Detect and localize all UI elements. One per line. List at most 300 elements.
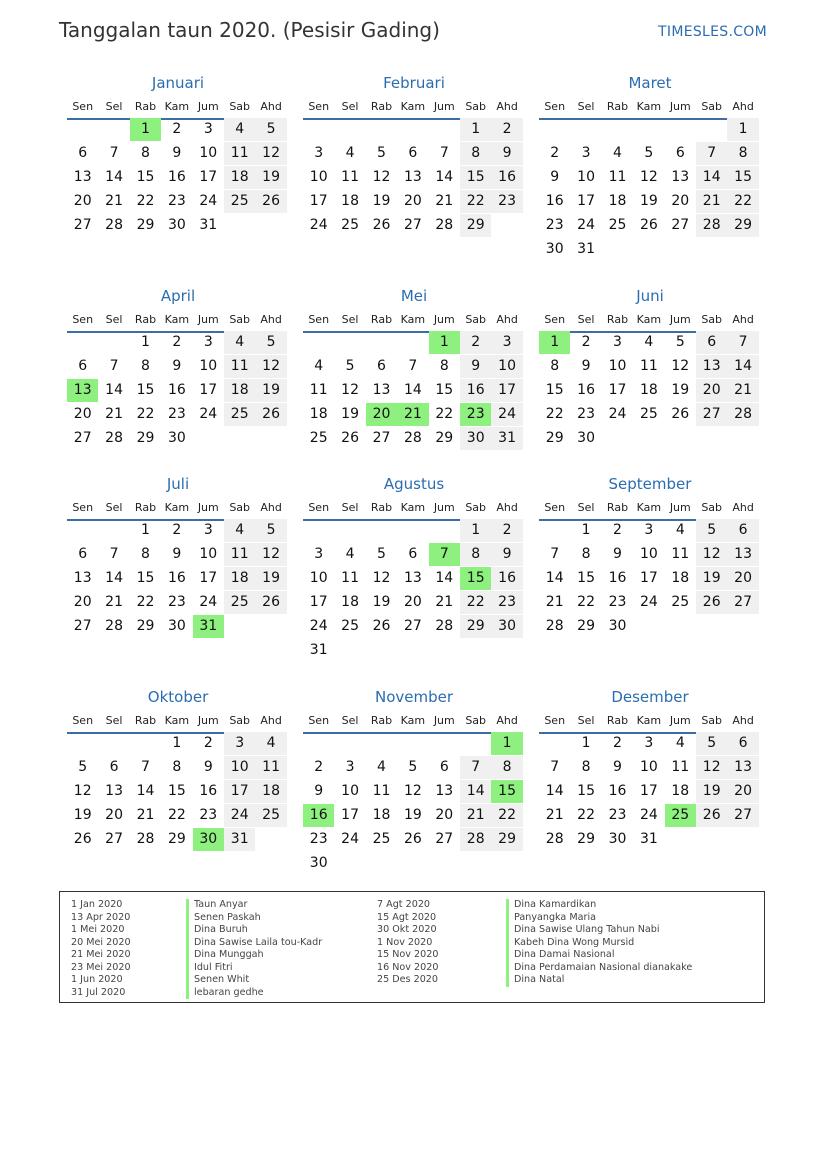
weekday-label: Rab bbox=[134, 313, 157, 326]
day-cell: 30 bbox=[608, 618, 627, 634]
month-name: Januari bbox=[151, 74, 205, 92]
day-cell: 16 bbox=[199, 783, 218, 799]
day-cell: 12 bbox=[73, 783, 92, 799]
day-cell: 29 bbox=[460, 615, 491, 638]
day-cell: 31 bbox=[639, 831, 658, 847]
day-cell: 18 bbox=[372, 807, 391, 823]
day-cell: 15 bbox=[167, 783, 186, 799]
day-cell: 29 bbox=[435, 430, 454, 446]
holiday-day-cell: 31 bbox=[193, 615, 224, 638]
day-cell: 1 bbox=[141, 334, 150, 350]
day-cell: 17 bbox=[199, 570, 218, 586]
day-cell: 23 bbox=[491, 190, 522, 213]
day-cell: 20 bbox=[73, 193, 92, 209]
day-cell: 29 bbox=[577, 618, 595, 634]
legend-holiday-name: Senen Paskah bbox=[186, 912, 322, 925]
day-cell: 23 bbox=[608, 594, 627, 610]
weekday-label: Rab bbox=[134, 100, 157, 113]
day-cell: 22 bbox=[460, 190, 491, 213]
weekday-label: Sel bbox=[105, 501, 123, 514]
day-cell: 22 bbox=[577, 807, 595, 823]
day-cell: 23 bbox=[608, 807, 627, 823]
day-cell: 9 bbox=[172, 546, 182, 562]
weekday-label: Sel bbox=[577, 313, 595, 326]
day-cell: 21 bbox=[727, 379, 758, 402]
day-cell: 4 bbox=[224, 519, 255, 542]
weekday-label: Ahd bbox=[496, 501, 518, 514]
day-cell: 25 bbox=[255, 804, 286, 827]
site-link[interactable]: TIMESLES.COM bbox=[658, 24, 767, 40]
weekday-label: Kam bbox=[164, 313, 190, 326]
legend-holiday-name: Dina Munggah bbox=[186, 949, 322, 962]
day-cell: 11 bbox=[255, 756, 286, 779]
day-cell: 7 bbox=[460, 756, 491, 779]
day-cell: 20 bbox=[435, 807, 454, 823]
day-cell: 20 bbox=[73, 594, 92, 610]
day-cell: 16 bbox=[608, 570, 627, 586]
day-cell: 8 bbox=[550, 358, 560, 374]
day-cell: 13 bbox=[403, 570, 422, 586]
day-cell: 10 bbox=[199, 358, 218, 374]
day-cell: 19 bbox=[639, 193, 658, 209]
day-cell: 25 bbox=[639, 406, 658, 422]
day-cell: 14 bbox=[105, 570, 123, 586]
day-cell: 5 bbox=[696, 519, 727, 542]
day-cell: 22 bbox=[577, 594, 595, 610]
day-cell: 2 bbox=[460, 331, 491, 354]
weekday-label: Sen bbox=[544, 313, 566, 326]
day-cell: 9 bbox=[460, 355, 491, 378]
weekday-label: Kam bbox=[164, 100, 190, 113]
day-cell: 5 bbox=[644, 145, 654, 161]
day-cell: 23 bbox=[167, 594, 186, 610]
day-cell: 1 bbox=[460, 519, 491, 542]
day-cell: 27 bbox=[73, 618, 92, 634]
weekday-label: Rab bbox=[370, 714, 393, 727]
day-cell: 10 bbox=[608, 358, 627, 374]
day-cell: 21 bbox=[435, 594, 454, 610]
weekday-label: Rab bbox=[606, 313, 629, 326]
weekday-label: Sen bbox=[72, 714, 94, 727]
day-cell: 15 bbox=[460, 166, 491, 189]
day-cell: 28 bbox=[727, 403, 758, 426]
month-name: Juli bbox=[166, 475, 190, 493]
day-cell: 19 bbox=[403, 807, 422, 823]
day-cell: 20 bbox=[403, 193, 422, 209]
month-name: November bbox=[374, 688, 454, 706]
weekday-label: Rab bbox=[370, 313, 393, 326]
weekday-label: Kam bbox=[164, 714, 190, 727]
day-cell: 14 bbox=[435, 570, 454, 586]
day-cell: 12 bbox=[255, 142, 286, 165]
weekday-label: Sen bbox=[72, 313, 94, 326]
legend-date: 23 Mei 2020 bbox=[71, 961, 131, 973]
day-cell: 19 bbox=[255, 379, 286, 402]
weekday-label: Sel bbox=[577, 100, 595, 113]
day-cell: 19 bbox=[372, 594, 391, 610]
day-cell: 11 bbox=[341, 570, 359, 586]
weekday-label: Ahd bbox=[732, 100, 754, 113]
day-cell: 2 bbox=[314, 759, 324, 775]
day-cell: 21 bbox=[545, 594, 564, 610]
day-cell: 24 bbox=[224, 804, 255, 827]
day-cell: 3 bbox=[644, 522, 654, 538]
day-cell: 8 bbox=[460, 543, 491, 566]
day-cell: 1 bbox=[172, 735, 182, 751]
day-cell: 6 bbox=[78, 358, 88, 374]
weekday-label: Sab bbox=[465, 313, 487, 326]
legend-dates-right bbox=[377, 899, 438, 987]
legend-date: 30 Okt 2020 bbox=[377, 924, 437, 935]
day-cell: 21 bbox=[545, 807, 564, 823]
day-cell: 20 bbox=[727, 780, 758, 803]
weekday-label: Sel bbox=[577, 501, 595, 514]
day-cell: 18 bbox=[671, 570, 690, 586]
day-cell: 6 bbox=[78, 546, 88, 562]
day-cell: 14 bbox=[403, 382, 422, 398]
day-cell: 31 bbox=[577, 241, 595, 257]
day-cell: 7 bbox=[550, 759, 560, 775]
weekday-label: Jum bbox=[197, 501, 219, 514]
day-cell: 27 bbox=[105, 831, 123, 847]
day-cell: 19 bbox=[696, 780, 727, 803]
holiday-day-cell: 1 bbox=[429, 331, 460, 354]
day-cell: 2 bbox=[172, 334, 182, 350]
day-cell: 6 bbox=[109, 759, 119, 775]
weekday-label: Jum bbox=[197, 100, 219, 113]
day-cell: 27 bbox=[696, 403, 727, 426]
legend-holiday-name: Dina Sawise Ulang Tahun Nabi bbox=[506, 924, 692, 937]
day-cell: 14 bbox=[435, 169, 454, 185]
day-cell: 10 bbox=[491, 355, 522, 378]
day-cell: 5 bbox=[255, 331, 286, 354]
weekday-label: Rab bbox=[606, 714, 629, 727]
legend-date: 25 Des 2020 bbox=[377, 974, 439, 985]
weekday-label: Ahd bbox=[260, 714, 282, 727]
day-cell: 26 bbox=[671, 406, 690, 422]
day-cell: 2 bbox=[613, 522, 622, 538]
day-cell: 19 bbox=[341, 406, 359, 422]
holiday-legend bbox=[59, 891, 765, 1003]
weekday-label: Rab bbox=[370, 100, 393, 113]
day-cell: 1 bbox=[141, 522, 150, 538]
day-cell: 26 bbox=[73, 831, 92, 847]
day-cell: 27 bbox=[727, 591, 758, 614]
day-cell: 23 bbox=[577, 406, 595, 422]
day-cell: 16 bbox=[167, 169, 186, 185]
day-cell: 21 bbox=[696, 190, 727, 213]
day-cell: 7 bbox=[141, 759, 150, 775]
day-cell: 31 bbox=[309, 642, 328, 658]
weekday-label: Jum bbox=[669, 100, 691, 113]
day-cell: 23 bbox=[491, 591, 522, 614]
holiday-day-cell: 1 bbox=[491, 732, 522, 755]
day-cell: 14 bbox=[696, 166, 727, 189]
day-cell: 13 bbox=[671, 169, 690, 185]
day-cell: 9 bbox=[550, 169, 560, 185]
weekday-label: Sel bbox=[341, 313, 359, 326]
day-cell: 20 bbox=[727, 567, 758, 590]
day-cell: 7 bbox=[696, 142, 727, 165]
legend-date: 31 Jul 2020 bbox=[71, 986, 126, 998]
day-cell: 11 bbox=[224, 543, 255, 566]
day-cell: 28 bbox=[435, 618, 454, 634]
day-cell: 6 bbox=[727, 732, 758, 755]
day-cell: 27 bbox=[73, 217, 92, 233]
day-cell: 28 bbox=[105, 430, 123, 446]
weekday-label: Jum bbox=[197, 313, 219, 326]
day-cell: 12 bbox=[639, 169, 658, 185]
day-cell: 31 bbox=[491, 427, 522, 450]
day-cell: 9 bbox=[581, 358, 591, 374]
day-cell: 28 bbox=[460, 828, 491, 851]
day-cell: 1 bbox=[581, 522, 591, 538]
day-cell: 22 bbox=[136, 193, 155, 209]
day-cell: 25 bbox=[309, 430, 328, 446]
month-name: April bbox=[160, 287, 196, 305]
day-cell: 17 bbox=[309, 193, 328, 209]
day-cell: 31 bbox=[199, 217, 218, 233]
day-cell: 18 bbox=[341, 193, 359, 209]
weekday-label: Sab bbox=[229, 714, 251, 727]
day-cell: 27 bbox=[372, 430, 391, 446]
legend-holiday-name: Panyangka Maria bbox=[506, 912, 692, 925]
day-cell: 26 bbox=[403, 831, 422, 847]
day-cell: 4 bbox=[314, 358, 324, 374]
legend-date: 1 Mei 2020 bbox=[71, 924, 125, 935]
day-cell: 13 bbox=[727, 756, 758, 779]
day-cell: 11 bbox=[671, 759, 690, 775]
weekday-label: Kam bbox=[400, 714, 426, 727]
day-cell: 3 bbox=[203, 121, 213, 137]
day-cell: 3 bbox=[224, 732, 255, 755]
weekday-label: Jum bbox=[669, 313, 691, 326]
month-name: Februari bbox=[383, 74, 445, 92]
day-cell: 27 bbox=[727, 804, 758, 827]
weekday-label: Ahd bbox=[732, 313, 754, 326]
weekday-label: Sab bbox=[229, 100, 251, 113]
holiday-day-cell: 7 bbox=[429, 543, 460, 566]
day-cell: 12 bbox=[671, 358, 690, 374]
day-cell: 16 bbox=[167, 570, 186, 586]
day-cell: 28 bbox=[105, 618, 123, 634]
day-cell: 9 bbox=[314, 783, 324, 799]
day-cell: 2 bbox=[491, 118, 522, 141]
day-cell: 2 bbox=[172, 522, 182, 538]
weekday-label: Jum bbox=[433, 501, 455, 514]
month-name: Mei bbox=[400, 287, 428, 305]
holiday-day-cell: 1 bbox=[130, 118, 161, 141]
day-cell: 19 bbox=[671, 382, 690, 398]
day-cell: 28 bbox=[403, 430, 422, 446]
day-cell: 25 bbox=[372, 831, 391, 847]
month-name: Desember bbox=[611, 688, 689, 706]
weekday-label: Sab bbox=[701, 100, 723, 113]
day-cell: 21 bbox=[136, 807, 155, 823]
day-cell: 17 bbox=[199, 382, 218, 398]
holiday-day-cell: 30 bbox=[193, 828, 224, 851]
day-cell: 5 bbox=[696, 732, 727, 755]
weekday-label: Kam bbox=[636, 501, 662, 514]
day-cell: 26 bbox=[696, 804, 727, 827]
day-cell: 4 bbox=[345, 145, 355, 161]
day-cell: 8 bbox=[727, 142, 758, 165]
weekday-label: Sel bbox=[341, 714, 359, 727]
weekday-label: Sab bbox=[465, 714, 487, 727]
day-cell: 3 bbox=[203, 522, 213, 538]
day-cell: 17 bbox=[199, 169, 218, 185]
weekday-label: Sen bbox=[308, 714, 330, 727]
holiday-day-cell: 21 bbox=[397, 403, 428, 426]
day-cell: 2 bbox=[203, 735, 213, 751]
day-cell: 4 bbox=[675, 522, 685, 538]
day-cell: 5 bbox=[377, 145, 386, 161]
day-cell: 4 bbox=[345, 546, 355, 562]
weekday-label: Jum bbox=[669, 714, 691, 727]
day-cell: 10 bbox=[309, 570, 328, 586]
day-cell: 26 bbox=[255, 591, 286, 614]
weekday-label: Jum bbox=[433, 313, 455, 326]
day-cell: 25 bbox=[224, 190, 255, 213]
weekday-label: Ahd bbox=[260, 501, 282, 514]
day-cell: 27 bbox=[403, 217, 422, 233]
legend-holiday-name: Kabeh Dina Wong Mursid bbox=[506, 937, 692, 950]
day-cell: 28 bbox=[105, 217, 123, 233]
day-cell: 6 bbox=[78, 145, 88, 161]
day-cell: 15 bbox=[727, 166, 758, 189]
day-cell: 3 bbox=[203, 334, 213, 350]
day-cell: 28 bbox=[545, 618, 564, 634]
page-title: Tanggalan taun 2020. (Pesisir Gading) bbox=[59, 18, 440, 42]
day-cell: 10 bbox=[199, 145, 218, 161]
legend-holiday-name: Dina Damai Nasional bbox=[506, 949, 692, 962]
legend-names-right bbox=[506, 899, 692, 987]
weekday-label: Sel bbox=[577, 714, 595, 727]
day-cell: 25 bbox=[671, 594, 690, 610]
weekday-label: Ahd bbox=[732, 501, 754, 514]
day-cell: 4 bbox=[675, 735, 685, 751]
day-cell: 6 bbox=[408, 145, 418, 161]
weekday-label: Ahd bbox=[260, 100, 282, 113]
day-cell: 12 bbox=[255, 355, 286, 378]
day-cell: 23 bbox=[309, 831, 328, 847]
day-cell: 27 bbox=[435, 831, 454, 847]
day-cell: 30 bbox=[491, 615, 522, 638]
day-cell: 6 bbox=[408, 546, 418, 562]
day-cell: 7 bbox=[109, 145, 119, 161]
day-cell: 2 bbox=[581, 334, 591, 350]
holiday-day-cell: 15 bbox=[460, 567, 491, 590]
day-cell: 5 bbox=[255, 519, 286, 542]
weekday-label: Sab bbox=[465, 100, 487, 113]
day-cell: 9 bbox=[491, 142, 522, 165]
day-cell: 4 bbox=[224, 118, 255, 141]
day-cell: 22 bbox=[727, 190, 758, 213]
day-cell: 26 bbox=[372, 618, 391, 634]
day-cell: 9 bbox=[172, 145, 182, 161]
day-cell: 13 bbox=[403, 169, 422, 185]
day-cell: 8 bbox=[141, 546, 150, 562]
day-cell: 24 bbox=[639, 807, 658, 823]
day-cell: 18 bbox=[639, 382, 658, 398]
legend-holiday-name: lebaran gedhe bbox=[186, 987, 322, 1000]
day-cell: 25 bbox=[341, 217, 359, 233]
weekday-label: Sen bbox=[308, 501, 330, 514]
day-cell: 11 bbox=[608, 169, 627, 185]
day-cell: 17 bbox=[577, 193, 595, 209]
day-cell: 21 bbox=[105, 594, 123, 610]
day-cell: 25 bbox=[608, 217, 627, 233]
day-cell: 5 bbox=[345, 358, 355, 374]
day-cell: 4 bbox=[224, 331, 255, 354]
day-cell: 20 bbox=[73, 406, 92, 422]
day-cell: 18 bbox=[608, 193, 627, 209]
day-cell: 22 bbox=[435, 406, 454, 422]
weekday-label: Kam bbox=[636, 313, 662, 326]
day-cell: 11 bbox=[639, 358, 658, 374]
weekday-label: Ahd bbox=[496, 313, 518, 326]
weekday-label: Jum bbox=[197, 714, 219, 727]
day-cell: 4 bbox=[255, 732, 286, 755]
holiday-day-cell: 20 bbox=[366, 403, 397, 426]
day-cell: 23 bbox=[199, 807, 218, 823]
weekday-label: Kam bbox=[400, 313, 426, 326]
legend-holiday-name: Dina Kamardikan bbox=[506, 899, 692, 912]
day-cell: 8 bbox=[581, 546, 591, 562]
day-cell: 24 bbox=[608, 406, 627, 422]
day-cell: 5 bbox=[78, 759, 88, 775]
weekday-label: Sen bbox=[72, 100, 94, 113]
day-cell: 29 bbox=[167, 831, 186, 847]
day-cell: 10 bbox=[199, 546, 218, 562]
day-cell: 28 bbox=[545, 831, 564, 847]
day-cell: 8 bbox=[141, 145, 150, 161]
day-cell: 24 bbox=[341, 831, 359, 847]
weekday-label: Sab bbox=[701, 501, 723, 514]
day-cell: 15 bbox=[136, 169, 155, 185]
legend-date: 1 Jun 2020 bbox=[71, 974, 123, 985]
day-cell: 10 bbox=[309, 169, 328, 185]
day-cell: 30 bbox=[167, 217, 186, 233]
month-name: Maret bbox=[628, 74, 672, 92]
day-cell: 4 bbox=[644, 334, 654, 350]
day-cell: 3 bbox=[314, 546, 324, 562]
day-cell: 15 bbox=[577, 570, 595, 586]
day-cell: 17 bbox=[639, 570, 658, 586]
day-cell: 19 bbox=[73, 807, 92, 823]
day-cell: 23 bbox=[167, 406, 186, 422]
day-cell: 7 bbox=[439, 145, 449, 161]
weekday-label: Sel bbox=[105, 313, 123, 326]
holiday-day-cell: 1 bbox=[539, 331, 570, 354]
day-cell: 6 bbox=[727, 519, 758, 542]
day-cell: 8 bbox=[581, 759, 591, 775]
weekday-label: Sen bbox=[72, 501, 94, 514]
weekday-label: Sen bbox=[308, 100, 330, 113]
day-cell: 29 bbox=[491, 828, 522, 851]
day-cell: 30 bbox=[545, 241, 564, 257]
day-cell: 23 bbox=[545, 217, 564, 233]
weekday-label: Jum bbox=[433, 714, 455, 727]
day-cell: 5 bbox=[675, 334, 685, 350]
holiday-day-cell: 15 bbox=[491, 780, 522, 803]
legend-date: 7 Agt 2020 bbox=[377, 899, 431, 910]
legend-date: 15 Nov 2020 bbox=[377, 949, 439, 960]
day-cell: 10 bbox=[639, 546, 658, 562]
weekday-label: Ahd bbox=[260, 313, 282, 326]
day-cell: 8 bbox=[141, 358, 150, 374]
weekday-label: Rab bbox=[606, 501, 629, 514]
